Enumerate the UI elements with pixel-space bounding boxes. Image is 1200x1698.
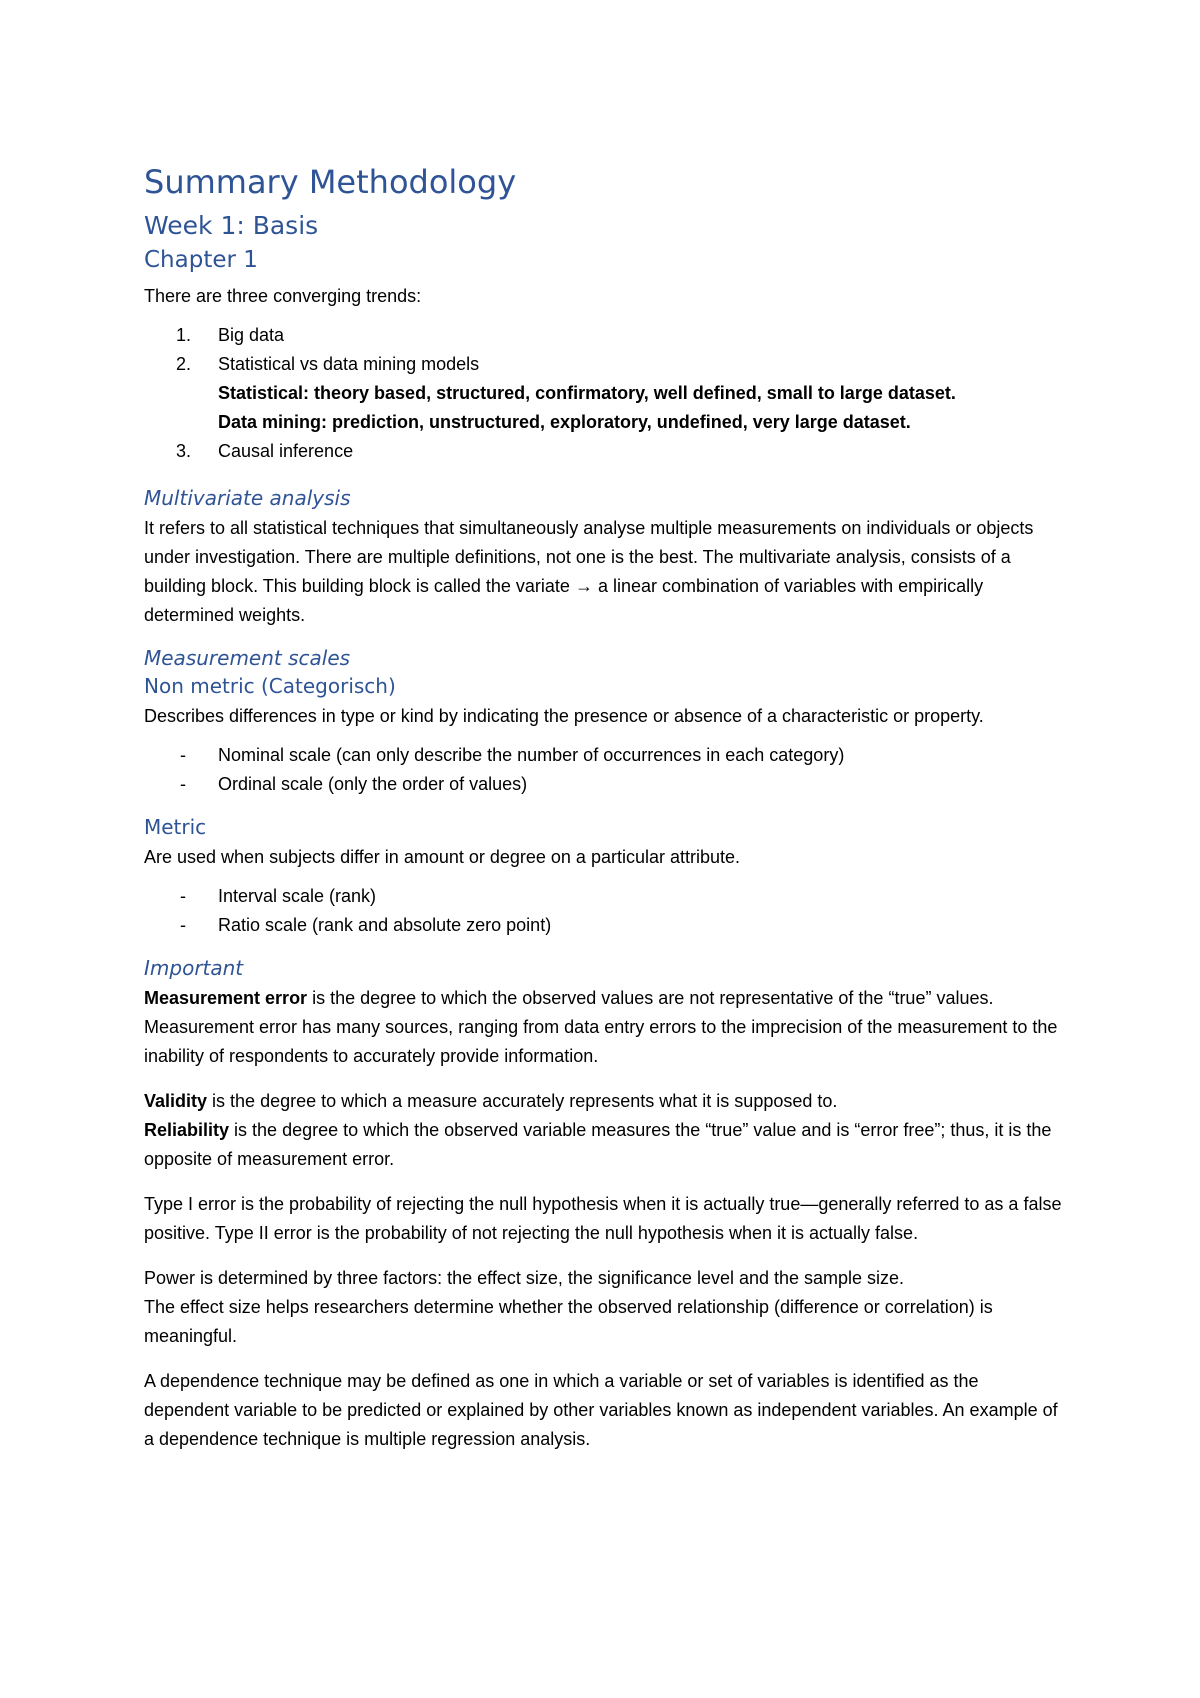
metric-heading: Metric [144,815,207,840]
intro-text: There are three converging trends: [144,286,422,307]
metric-list [144,882,1064,940]
dash-bullet: - [180,886,186,907]
non-metric-list [144,741,1064,799]
list-item-text: Ordinal scale (only the order of values) [218,774,528,795]
dash-bullet: - [180,915,186,936]
list-number: 2. [176,354,192,375]
reliability-term: Reliability [144,1120,230,1141]
power-line-1: Power is determined by three factors: the effect size, the significance level and the sample size. [144,1268,905,1289]
chapter-heading: Chapter 1 [144,246,258,273]
list-item-text: Causal inference [218,441,354,462]
list-item-text: Ratio scale (rank and absolute zero point) [218,915,552,936]
document-title: Summary Methodology [144,163,517,201]
list-number: 1. [176,325,192,346]
validity-term: Validity [144,1091,208,1112]
trends-list [144,321,1064,466]
non-metric-text: Describes differences in type or kind by indicating the presence or absence of a characteristic or property. [144,706,984,727]
week-heading: Week 1: Basis [144,210,319,240]
list-item [144,882,1064,911]
important-heading: Important [144,956,244,981]
measurement-scales-heading: Measurement scales [144,646,351,671]
type-errors-text: Type I error is the probability of rejecting the null hypothesis when it is actually true—generally referred to as a false positive. Type II error is the probability of not rejecting the null hypothesis when it is actually false. [144,1194,1062,1244]
multivariate-text [144,514,1064,630]
list-item-text: Big data [218,325,285,346]
list-item-text: Interval scale (rank) [218,886,377,907]
multivariate-heading: Multivariate analysis [144,486,351,511]
dash-bullet: - [180,745,186,766]
list-item [144,321,1064,350]
multivariate-text-start: It refers to all statistical techniques that simultaneously analyse multiple measurements on individuals or objects under investigation. There are multiple definitions, not one is the best. The multivariate analysis, consists of a building block. This building block is called the variate [144,518,1034,597]
document-content [144,164,1064,1470]
validity-definition: is the degree to which a measure accurately represents what it is supposed to. [212,1091,838,1112]
list-item [144,741,1064,770]
dash-bullet: - [180,774,186,795]
reliability-definition: is the degree to which the observed variable measures the “true” value and is “error free”; thus, it is the opposite of measurement error. [144,1120,1052,1170]
list-item-text: Statistical vs data mining models [218,354,480,375]
list-item [144,911,1064,940]
measurement-error-term: Measurement error [144,988,308,1009]
non-metric-heading: Non metric (Categorisch) [144,674,396,699]
arrow-right-icon: → [574,576,593,597]
power-text [144,1264,1064,1351]
multivariate-text-end: a linear combination of variables with empirically determined weights. [144,576,984,626]
list-number: 3. [176,441,192,462]
dependence-text: A dependence technique may be defined as one in which a variable or set of variables is identified as the dependent variable to be predicted or explained by other variables known as independent variables. An example of a dependence technique is multiple regression analysis. [144,1371,1058,1450]
list-item [144,770,1064,799]
measurement-error-text [144,984,1064,1071]
list-item [144,350,1064,437]
validity-reliability-text [144,1087,1064,1174]
list-item-text: Nominal scale (can only describe the number of occurrences in each category) [218,745,845,766]
power-line-2: The effect size helps researchers determine whether the observed relationship (difference or correlation) is meaningful. [144,1297,993,1347]
metric-text: Are used when subjects differ in amount or degree on a particular attribute. [144,847,741,868]
statistical-description: Statistical: theory based, structured, confirmatory, well defined, small to large dataset. [218,383,956,404]
data-mining-description: Data mining: prediction, unstructured, exploratory, undefined, very large dataset. [218,412,911,433]
list-item [144,437,1064,466]
measurement-error-definition: is the degree to which the observed values are not representative of the “true” values. Measurement error has many sources, ranging from data entry errors to the imprecision of the measurement to the inability of respondents to accurately provide information. [144,988,1058,1067]
